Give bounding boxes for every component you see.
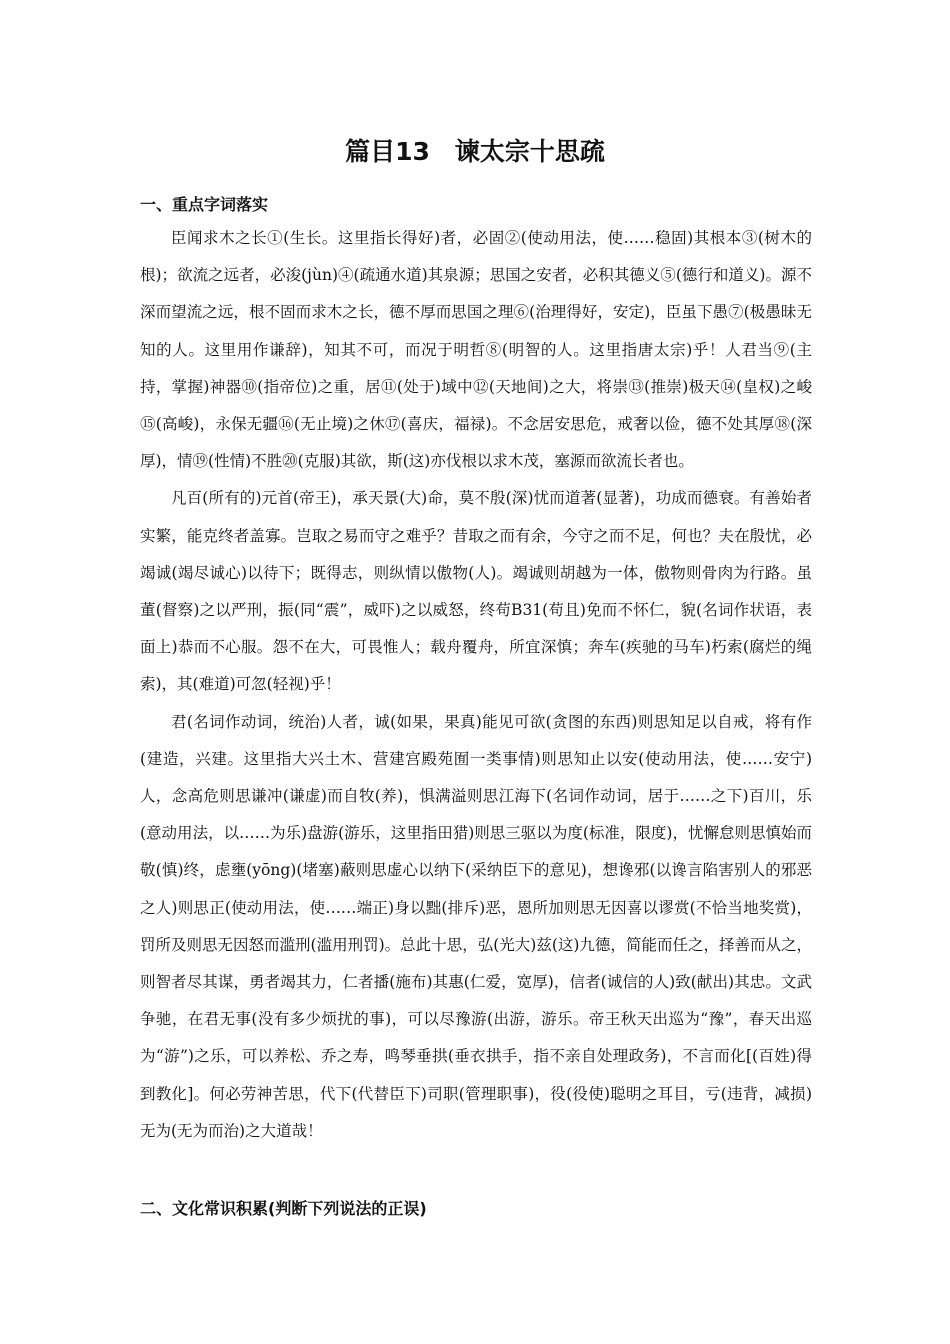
classical-text-body <box>140 220 812 1150</box>
section-heading-key-words: 一、重点字词落实 <box>140 195 269 214</box>
paragraph: 君(名词作动词，统治)人者，诚(如果，果真)能见可欲(贪图的东西)则思知足以自戒，将有作(建造，兴建。这里指大兴土木、营建宫殿苑囿一类事情)则思知止以安(使动用法，使……安宁)人，念高危则思谦冲(谦虚)而自牧(养)，惧满溢则思江海下(名词作动词，居于……之下)百川，乐(意动用法，以……为乐)盘游(游乐，这里指田猎)则思三驱以为度(标准，限度)，忧懈怠则思慎始而敬(慎)终，虑壅(yōng)(堵塞)蔽则思虚心以纳下(采纳臣下的意见)，想谗邪(以谗言陷害别人的邪恶之人)则思正(使动用法，使……端正)身以黜(排斥)恶，恩所加则思无因喜以谬赏(不恰当地奖赏)，罚所及则思无因怒而滥刑(滥用刑罚)。总此十思，弘(光大)兹(这)九德，简能而任之，择善而从之，则智者尽其谋，勇者竭其力，仁者播(施布)其惠(仁爱，宽厚)，信者(诚信的人)致(献出)其忠。文武争驰，在君无事(没有多少烦扰的事)，可以尽豫游(出游，游乐。帝王秋天出巡为“豫”，春天出巡为“游”)之乐，可以养松、乔之寿，鸣琴垂拱(垂衣拱手，指不亲自处理政务)，不言而化[(百姓)得到教化]。何必劳神苦思，代下(代替臣下)司职(管理职事)，役(役使)聪明之耳目，亏(违背，减损)无为(无为而治)之大道哉！ <box>140 712 812 1140</box>
page-title: 篇目13 谏太宗十思疏 <box>345 137 605 166</box>
section-heading-culture: 二、文化常识积累(判断下列说法的正误) <box>140 1199 427 1218</box>
paragraph: 臣闻求木之长①(生长。这里指长得好)者，必固②(使动用法，使……稳固)其根本③(树木的根)；欲流之远者，必浚(jùn)④(疏通水道)其泉源；思国之安者，必积其德义⑤(德行和道义)。源不深而望流之远，根不固而求木之长，德不厚而思国之理⑥(治理得好，安定)，臣虽下愚⑦(极愚昧无知的人。这里用作谦辞)，知其不可，而况于明哲⑧(明智的人。这里指唐太宗)乎！人君当⑨(主持，掌握)神器⑩(指帝位)之重，居⑪(处于)域中⑫(天地间)之大，将崇⑬(推崇)极天⑭(皇权)之峻⑮(高峻)，永保无疆⑯(无止境)之休⑰(喜庆，福禄)。不念居安思危，戒奢以俭，德不处其厚⑱(深厚)，情⑲(性情)不胜⑳(克服)其欲，斯(这)亦伐根以求木茂，塞源而欲流长者也。 <box>140 229 812 471</box>
paragraph: 凡百(所有的)元首(帝王)，承天景(大)命，莫不殷(深)忧而道著(显著)，功成而德衰。有善始者实繁，能克终者盖寡。岂取之易而守之难乎？昔取之而有余，今守之而不足，何也？夫在殷忧，必竭诚(竭尽诚心)以待下；既得志，则纵情以傲物(人)。竭诚则胡越为一体，傲物则骨肉为行路。虽董(督察)之以严刑，振(同“震”，威吓)之以威怒，终苟B31(苟且)免而不怀仁，貌(名词作状语，表面上)恭而不心服。怨不在大，可畏惟人；载舟覆舟，所宜深慎；奔车(疾驰的马车)朽索(腐烂的绳索)，其(难道)可忽(轻视)乎！ <box>140 489 812 694</box>
